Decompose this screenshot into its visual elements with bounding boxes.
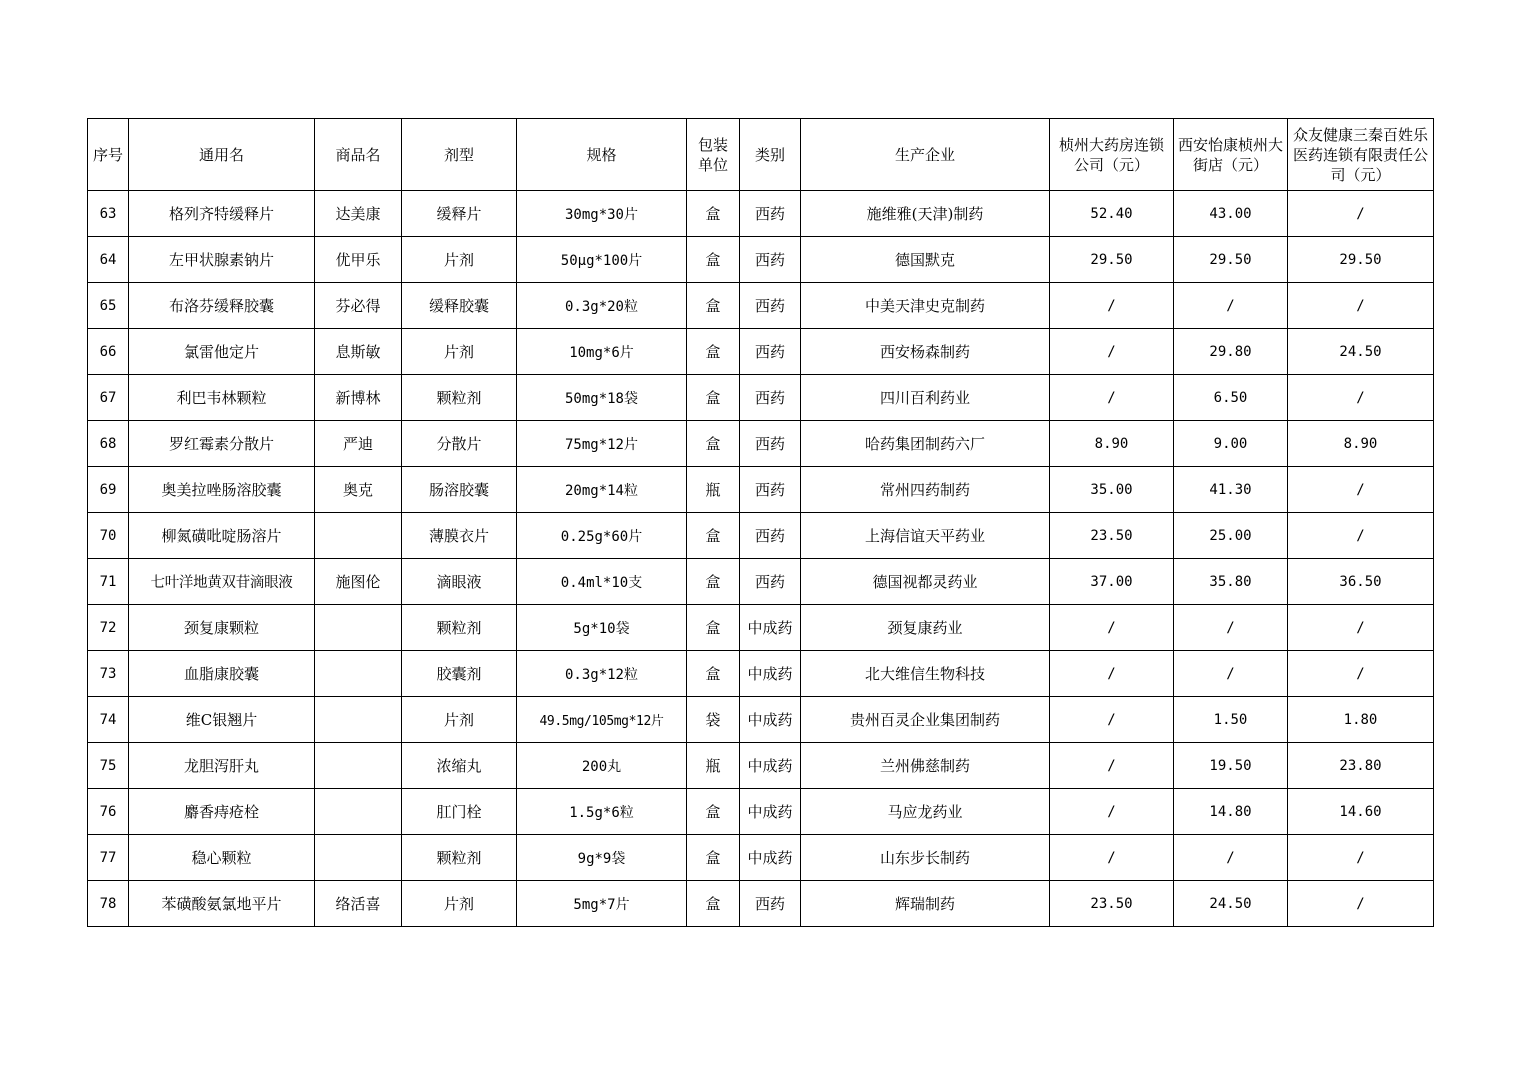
cell-manufacturer: 德国视都灵药业 [801, 559, 1050, 605]
cell-specification: 75mg*12片 [517, 421, 687, 467]
cell-price-zhenzhou: / [1050, 697, 1174, 743]
cell-package-unit: 盒 [687, 237, 740, 283]
cell-package-unit: 瓶 [687, 467, 740, 513]
cell-specification: 20mg*14粒 [517, 467, 687, 513]
cell-price-zhongyou: 24.50 [1288, 329, 1434, 375]
header-price-zhenzhou: 桢州大药房连锁公司（元） [1050, 119, 1174, 191]
cell-package-unit: 盒 [687, 513, 740, 559]
cell-category: 中成药 [740, 743, 801, 789]
cell-price-zhongyou: / [1288, 375, 1434, 421]
cell-price-zhongyou: / [1288, 513, 1434, 559]
header-brand-name: 商品名 [315, 119, 402, 191]
cell-package-unit: 袋 [687, 697, 740, 743]
cell-seq: 70 [88, 513, 129, 559]
cell-specification: 5mg*7片 [517, 881, 687, 927]
table-row [88, 835, 1434, 881]
cell-brand-name: 芬必得 [315, 283, 402, 329]
cell-price-zhongyou: 29.50 [1288, 237, 1434, 283]
cell-price-yikang: 14.80 [1174, 789, 1288, 835]
cell-price-zhenzhou: 23.50 [1050, 881, 1174, 927]
table-row [88, 237, 1434, 283]
cell-specification: 5g*10袋 [517, 605, 687, 651]
header-price-zhongyou: 众友健康三秦百姓乐医药连锁有限责任公司（元） [1288, 119, 1434, 191]
cell-manufacturer: 四川百利药业 [801, 375, 1050, 421]
table-row [88, 421, 1434, 467]
cell-package-unit: 盒 [687, 559, 740, 605]
cell-manufacturer: 西安杨森制药 [801, 329, 1050, 375]
cell-brand-name: 新博林 [315, 375, 402, 421]
cell-price-yikang: 25.00 [1174, 513, 1288, 559]
table-row [88, 743, 1434, 789]
cell-price-zhongyou: 14.60 [1288, 789, 1434, 835]
cell-brand-name [315, 789, 402, 835]
cell-generic-name: 麝香痔疮栓 [129, 789, 315, 835]
cell-dosage-form: 片剂 [402, 881, 517, 927]
cell-generic-name: 左甲状腺素钠片 [129, 237, 315, 283]
cell-price-zhongyou: 23.80 [1288, 743, 1434, 789]
cell-generic-name: 苯磺酸氨氯地平片 [129, 881, 315, 927]
cell-category: 西药 [740, 375, 801, 421]
cell-price-yikang: / [1174, 835, 1288, 881]
table-row [88, 191, 1434, 237]
cell-dosage-form: 薄膜衣片 [402, 513, 517, 559]
cell-category: 西药 [740, 467, 801, 513]
table-row [88, 881, 1434, 927]
cell-price-zhenzhou: / [1050, 789, 1174, 835]
cell-manufacturer: 兰州佛慈制药 [801, 743, 1050, 789]
table-row [88, 697, 1434, 743]
cell-specification: 0.4ml*10支 [517, 559, 687, 605]
cell-price-yikang: / [1174, 283, 1288, 329]
cell-brand-name: 奥克 [315, 467, 402, 513]
cell-specification: 30mg*30片 [517, 191, 687, 237]
cell-manufacturer: 颈复康药业 [801, 605, 1050, 651]
cell-manufacturer: 北大维信生物科技 [801, 651, 1050, 697]
cell-package-unit: 盒 [687, 375, 740, 421]
cell-price-zhongyou: / [1288, 605, 1434, 651]
cell-dosage-form: 肠溶胶囊 [402, 467, 517, 513]
cell-price-yikang: 19.50 [1174, 743, 1288, 789]
cell-dosage-form: 缓释片 [402, 191, 517, 237]
cell-generic-name: 格列齐特缓释片 [129, 191, 315, 237]
cell-specification: 0.3g*20粒 [517, 283, 687, 329]
cell-package-unit: 盒 [687, 605, 740, 651]
cell-price-yikang: / [1174, 651, 1288, 697]
cell-seq: 78 [88, 881, 129, 927]
cell-brand-name [315, 605, 402, 651]
cell-price-yikang: 9.00 [1174, 421, 1288, 467]
cell-package-unit: 盒 [687, 881, 740, 927]
cell-seq: 72 [88, 605, 129, 651]
cell-price-zhongyou: 36.50 [1288, 559, 1434, 605]
cell-category: 西药 [740, 559, 801, 605]
table-row [88, 789, 1434, 835]
cell-seq: 65 [88, 283, 129, 329]
cell-seq: 76 [88, 789, 129, 835]
cell-category: 中成药 [740, 605, 801, 651]
cell-generic-name: 七叶洋地黄双苷滴眼液 [129, 559, 315, 605]
cell-price-zhenzhou: 37.00 [1050, 559, 1174, 605]
cell-package-unit: 盒 [687, 789, 740, 835]
cell-manufacturer: 上海信谊天平药业 [801, 513, 1050, 559]
table-header-row [88, 119, 1434, 191]
cell-price-yikang: 35.80 [1174, 559, 1288, 605]
table-row [88, 651, 1434, 697]
cell-seq: 75 [88, 743, 129, 789]
header-specification: 规格 [517, 119, 687, 191]
cell-generic-name: 氯雷他定片 [129, 329, 315, 375]
cell-manufacturer: 哈药集团制药六厂 [801, 421, 1050, 467]
header-manufacturer: 生产企业 [801, 119, 1050, 191]
cell-price-zhongyou: / [1288, 881, 1434, 927]
table-row [88, 605, 1434, 651]
cell-price-zhongyou: / [1288, 467, 1434, 513]
cell-dosage-form: 颗粒剂 [402, 605, 517, 651]
header-generic-name: 通用名 [129, 119, 315, 191]
cell-seq: 69 [88, 467, 129, 513]
cell-price-zhenzhou: / [1050, 835, 1174, 881]
cell-seq: 66 [88, 329, 129, 375]
cell-package-unit: 盒 [687, 283, 740, 329]
cell-price-zhenzhou: / [1050, 743, 1174, 789]
cell-category: 中成药 [740, 651, 801, 697]
header-seq: 序号 [88, 119, 129, 191]
cell-seq: 77 [88, 835, 129, 881]
cell-price-zhongyou: / [1288, 283, 1434, 329]
cell-specification: 1.5g*6粒 [517, 789, 687, 835]
cell-category: 西药 [740, 237, 801, 283]
header-price-yikang: 西安怡康桢州大街店（元） [1174, 119, 1288, 191]
cell-seq: 63 [88, 191, 129, 237]
cell-price-zhongyou: 1.80 [1288, 697, 1434, 743]
cell-category: 西药 [740, 881, 801, 927]
cell-price-zhongyou: / [1288, 191, 1434, 237]
cell-generic-name: 血脂康胶囊 [129, 651, 315, 697]
table-row [88, 559, 1434, 605]
cell-price-yikang: 41.30 [1174, 467, 1288, 513]
cell-specification: 0.3g*12粒 [517, 651, 687, 697]
cell-generic-name: 柳氮磺吡啶肠溶片 [129, 513, 315, 559]
cell-dosage-form: 颗粒剂 [402, 375, 517, 421]
header-dosage-form: 剂型 [402, 119, 517, 191]
cell-price-yikang: 6.50 [1174, 375, 1288, 421]
cell-price-zhenzhou: / [1050, 329, 1174, 375]
cell-manufacturer: 常州四药制药 [801, 467, 1050, 513]
cell-seq: 74 [88, 697, 129, 743]
cell-generic-name: 颈复康颗粒 [129, 605, 315, 651]
cell-price-zhenzhou: 23.50 [1050, 513, 1174, 559]
cell-price-zhenzhou: 29.50 [1050, 237, 1174, 283]
cell-price-zhenzhou: / [1050, 605, 1174, 651]
cell-category: 西药 [740, 283, 801, 329]
cell-dosage-form: 片剂 [402, 697, 517, 743]
header-package-unit: 包装单位 [687, 119, 740, 191]
cell-package-unit: 盒 [687, 835, 740, 881]
cell-manufacturer: 马应龙药业 [801, 789, 1050, 835]
cell-dosage-form: 缓释胶囊 [402, 283, 517, 329]
cell-price-yikang: 1.50 [1174, 697, 1288, 743]
cell-specification: 49.5mg/105mg*12片 [517, 697, 687, 743]
cell-manufacturer: 贵州百灵企业集团制药 [801, 697, 1050, 743]
cell-generic-name: 罗红霉素分散片 [129, 421, 315, 467]
table-row [88, 375, 1434, 421]
cell-category: 西药 [740, 329, 801, 375]
cell-generic-name: 稳心颗粒 [129, 835, 315, 881]
cell-category: 西药 [740, 513, 801, 559]
cell-seq: 71 [88, 559, 129, 605]
cell-specification: 0.25g*60片 [517, 513, 687, 559]
cell-dosage-form: 分散片 [402, 421, 517, 467]
cell-specification: 50mg*18袋 [517, 375, 687, 421]
cell-generic-name: 维C银翘片 [129, 697, 315, 743]
cell-package-unit: 瓶 [687, 743, 740, 789]
cell-brand-name [315, 743, 402, 789]
cell-category: 中成药 [740, 789, 801, 835]
cell-package-unit: 盒 [687, 191, 740, 237]
cell-category: 中成药 [740, 835, 801, 881]
cell-brand-name: 络活喜 [315, 881, 402, 927]
cell-price-yikang: / [1174, 605, 1288, 651]
cell-dosage-form: 片剂 [402, 237, 517, 283]
cell-manufacturer: 山东步长制药 [801, 835, 1050, 881]
cell-brand-name: 达美康 [315, 191, 402, 237]
cell-price-zhenzhou: 52.40 [1050, 191, 1174, 237]
cell-manufacturer: 施维雅(天津)制药 [801, 191, 1050, 237]
cell-seq: 68 [88, 421, 129, 467]
cell-price-zhenzhou: 8.90 [1050, 421, 1174, 467]
cell-brand-name [315, 835, 402, 881]
cell-price-yikang: 24.50 [1174, 881, 1288, 927]
cell-category: 西药 [740, 191, 801, 237]
cell-seq: 73 [88, 651, 129, 697]
cell-dosage-form: 浓缩丸 [402, 743, 517, 789]
cell-price-yikang: 43.00 [1174, 191, 1288, 237]
cell-generic-name: 龙胆泻肝丸 [129, 743, 315, 789]
cell-dosage-form: 胶囊剂 [402, 651, 517, 697]
cell-brand-name [315, 513, 402, 559]
cell-category: 西药 [740, 421, 801, 467]
cell-brand-name: 息斯敏 [315, 329, 402, 375]
cell-price-zhenzhou: / [1050, 651, 1174, 697]
cell-brand-name [315, 697, 402, 743]
cell-package-unit: 盒 [687, 329, 740, 375]
cell-price-zhongyou: / [1288, 651, 1434, 697]
cell-dosage-form: 片剂 [402, 329, 517, 375]
cell-price-zhenzhou: / [1050, 375, 1174, 421]
cell-brand-name: 严迪 [315, 421, 402, 467]
cell-brand-name: 施图伦 [315, 559, 402, 605]
cell-generic-name: 布洛芬缓释胶囊 [129, 283, 315, 329]
cell-seq: 64 [88, 237, 129, 283]
cell-specification: 10mg*6片 [517, 329, 687, 375]
cell-dosage-form: 滴眼液 [402, 559, 517, 605]
table-row [88, 329, 1434, 375]
cell-specification: 200丸 [517, 743, 687, 789]
cell-specification: 9g*9袋 [517, 835, 687, 881]
cell-brand-name [315, 651, 402, 697]
cell-price-zhongyou: 8.90 [1288, 421, 1434, 467]
cell-specification: 50μg*100片 [517, 237, 687, 283]
table-row [88, 467, 1434, 513]
header-category: 类别 [740, 119, 801, 191]
cell-manufacturer: 中美天津史克制药 [801, 283, 1050, 329]
cell-manufacturer: 德国默克 [801, 237, 1050, 283]
cell-dosage-form: 颗粒剂 [402, 835, 517, 881]
cell-package-unit: 盒 [687, 421, 740, 467]
cell-price-zhongyou: / [1288, 835, 1434, 881]
cell-generic-name: 奥美拉唑肠溶胶囊 [129, 467, 315, 513]
table-body [88, 191, 1434, 927]
cell-dosage-form: 肛门栓 [402, 789, 517, 835]
cell-price-zhenzhou: 35.00 [1050, 467, 1174, 513]
cell-category: 中成药 [740, 697, 801, 743]
cell-generic-name: 利巴韦林颗粒 [129, 375, 315, 421]
cell-manufacturer: 辉瑞制药 [801, 881, 1050, 927]
table-row [88, 283, 1434, 329]
cell-price-yikang: 29.50 [1174, 237, 1288, 283]
cell-brand-name: 优甲乐 [315, 237, 402, 283]
cell-seq: 67 [88, 375, 129, 421]
cell-price-zhenzhou: / [1050, 283, 1174, 329]
price-table [87, 118, 1434, 927]
table-row [88, 513, 1434, 559]
cell-package-unit: 盒 [687, 651, 740, 697]
cell-price-yikang: 29.80 [1174, 329, 1288, 375]
